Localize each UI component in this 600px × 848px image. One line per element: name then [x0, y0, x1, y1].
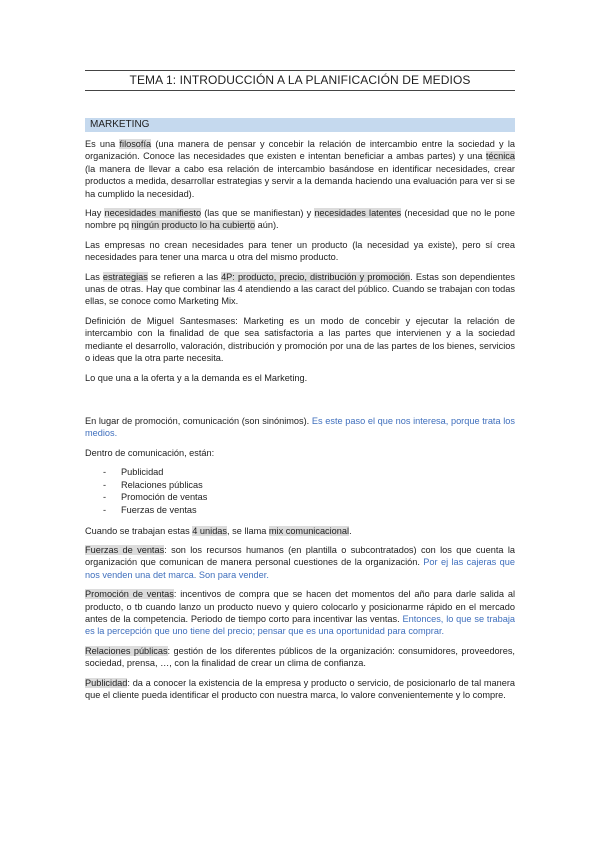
text-run: (necesidad que no le pone nombre pq — [85, 208, 515, 231]
highlight-fuerzas-ventas: Fuerzas de ventas — [85, 544, 165, 555]
paragraph-promocion-ventas — [85, 588, 515, 638]
highlight-tecnica: técnica — [485, 151, 515, 162]
top-rule — [85, 70, 515, 71]
paragraph-empresas: Las empresas no crean necesidades para tener un producto (la necesidad ya existe), pero sí crea necesidades para tener una marca u otra del mismo producto. — [85, 239, 515, 263]
document-body — [85, 138, 515, 708]
text-run: : gestión de los diferentes públicos de la organización: consumidores, proveedores, sociedad, prensa, …, con la finalidad de crear un clima de confianza. — [85, 645, 515, 669]
section-heading: MARKETING — [85, 118, 515, 132]
paragraph-estrategias — [85, 271, 515, 308]
paragraph-mix — [85, 525, 515, 537]
text-run: . Estas son dependientes unas de otras. Hay que combinar las 4 atendiendo a las caract del público. Cuando se trabajan con todas ellas, se conoce como Marketing Mix. — [85, 271, 515, 307]
list-item: - Promoción de ventas — [121, 491, 515, 504]
blue-note: Entonces, lo que se trabaja es la percepción que uno tiene del precio; pensar que es una oportunidad para comprar. — [85, 613, 515, 637]
highlight-publicidad: Publicidad — [85, 677, 128, 688]
text-run: se refieren a las — [147, 271, 222, 282]
text-run: aún). — [255, 220, 279, 231]
communication-list — [85, 466, 515, 516]
list-item: - Relaciones públicas — [121, 479, 515, 492]
highlight-filosofia: filosofía — [119, 139, 152, 149]
list-item: - Fuerzas de ventas — [121, 504, 515, 517]
text-run: Es una — [85, 139, 120, 149]
text-run: (una manera de pensar y concebir la relación de intercambio entre la sociedad y la organización. Conoce las necesidades que existen e intentan beneficiar a ambas partes) y una — [85, 139, 516, 162]
paragraph-comunicacion — [85, 415, 515, 440]
highlight-necesidades-latentes: necesidades latentes — [314, 208, 402, 219]
paragraph-necesidades — [85, 207, 515, 232]
text-run: (la manera de llevar a cabo esa relación de intercambio basándose en identificar necesidades, crear productos a medida, desarrollar estrategias y servir a la demanda haciendo una evaluación para ver si se ha cumplido la necesidad). — [85, 163, 515, 199]
text-run: , se llama — [227, 525, 269, 536]
text-run: Hay — [85, 208, 105, 219]
blue-note: Es este paso el que nos interesa, porque trata los medios. — [85, 415, 515, 439]
highlight-estrategias: estrategias — [102, 271, 148, 282]
title-underline — [85, 90, 515, 91]
text-run: (las que se manifiestan) y — [201, 208, 315, 219]
highlight-ningun-producto: ningún producto lo ha cubierto — [131, 220, 256, 231]
highlight-promocion-ventas: Promoción de ventas — [85, 589, 174, 600]
paragraph-filosofia — [85, 138, 515, 200]
paragraph-publicidad — [85, 677, 515, 702]
highlight-mix-comunicacional: mix comunicacional — [268, 525, 350, 536]
highlight-necesidades-manifiesto: necesidades manifiesto — [104, 208, 202, 219]
text-run: : da a conocer la existencia de la empresa y producto o servicio, de posicionarlo de tal manera que el cliente pueda identificar el producto con nuestra marca, lo valore convenientemente y lo compre. — [85, 677, 515, 700]
text-run: En lugar de promoción, comunicación (son sinónimos). — [85, 415, 312, 426]
paragraph-definicion: Definición de Miguel Santesmases: Marketing es un modo de concebir y ejecutar la relación de intercambio con la finalidad de que sea satisfactoria a las partes que intervienen y a la sociedad mediante el desarrollo, valoración, distribución y promoción por una de las partes de los bienes, servicios o ideas que la otra parte necesita. — [85, 315, 515, 364]
text-run: Cuando se trabajan estas — [85, 525, 193, 536]
text-run: : son los recursos humanos (en plantilla o subcontratados) con los que cuenta la organización que comunican de manera personal cuestiones de la organización. — [85, 544, 515, 568]
paragraph-relaciones-publicas — [85, 645, 515, 670]
text-run: Las — [85, 271, 103, 282]
text-run: : incentivos de compra que se hacen det momentos del año para darle salida al producto, o tb cuando lanzo un producto nuevo y quiero colocarlo y posicionarme rápido en el mercado antes de la competencia. Periodo de tiempo corto para incentivar las ventas. — [85, 589, 515, 624]
paragraph-dentro-comunicacion: Dentro de comunicación, están: — [85, 447, 215, 458]
text-run: . — [349, 525, 352, 536]
paragraph-fuerzas-ventas — [85, 544, 515, 581]
spacer — [85, 391, 515, 415]
list-item: - Publicidad — [121, 466, 515, 479]
blue-note: Por ej las cajeras que nos venden una det marca. Son para vender. — [85, 557, 515, 580]
highlight-relaciones-publicas: Relaciones públicas — [85, 645, 168, 656]
highlight-4p: 4P: producto, precio, distribución y promoción — [221, 271, 411, 282]
paragraph-oferta-demanda: Lo que una a la oferta y a la demanda es el Marketing. — [85, 372, 308, 383]
highlight-4-unidas: 4 unidas — [192, 525, 228, 536]
page-title: TEMA 1: INTRODUCCIÓN A LA PLANIFICACIÓN DE MEDIOS — [129, 73, 471, 87]
